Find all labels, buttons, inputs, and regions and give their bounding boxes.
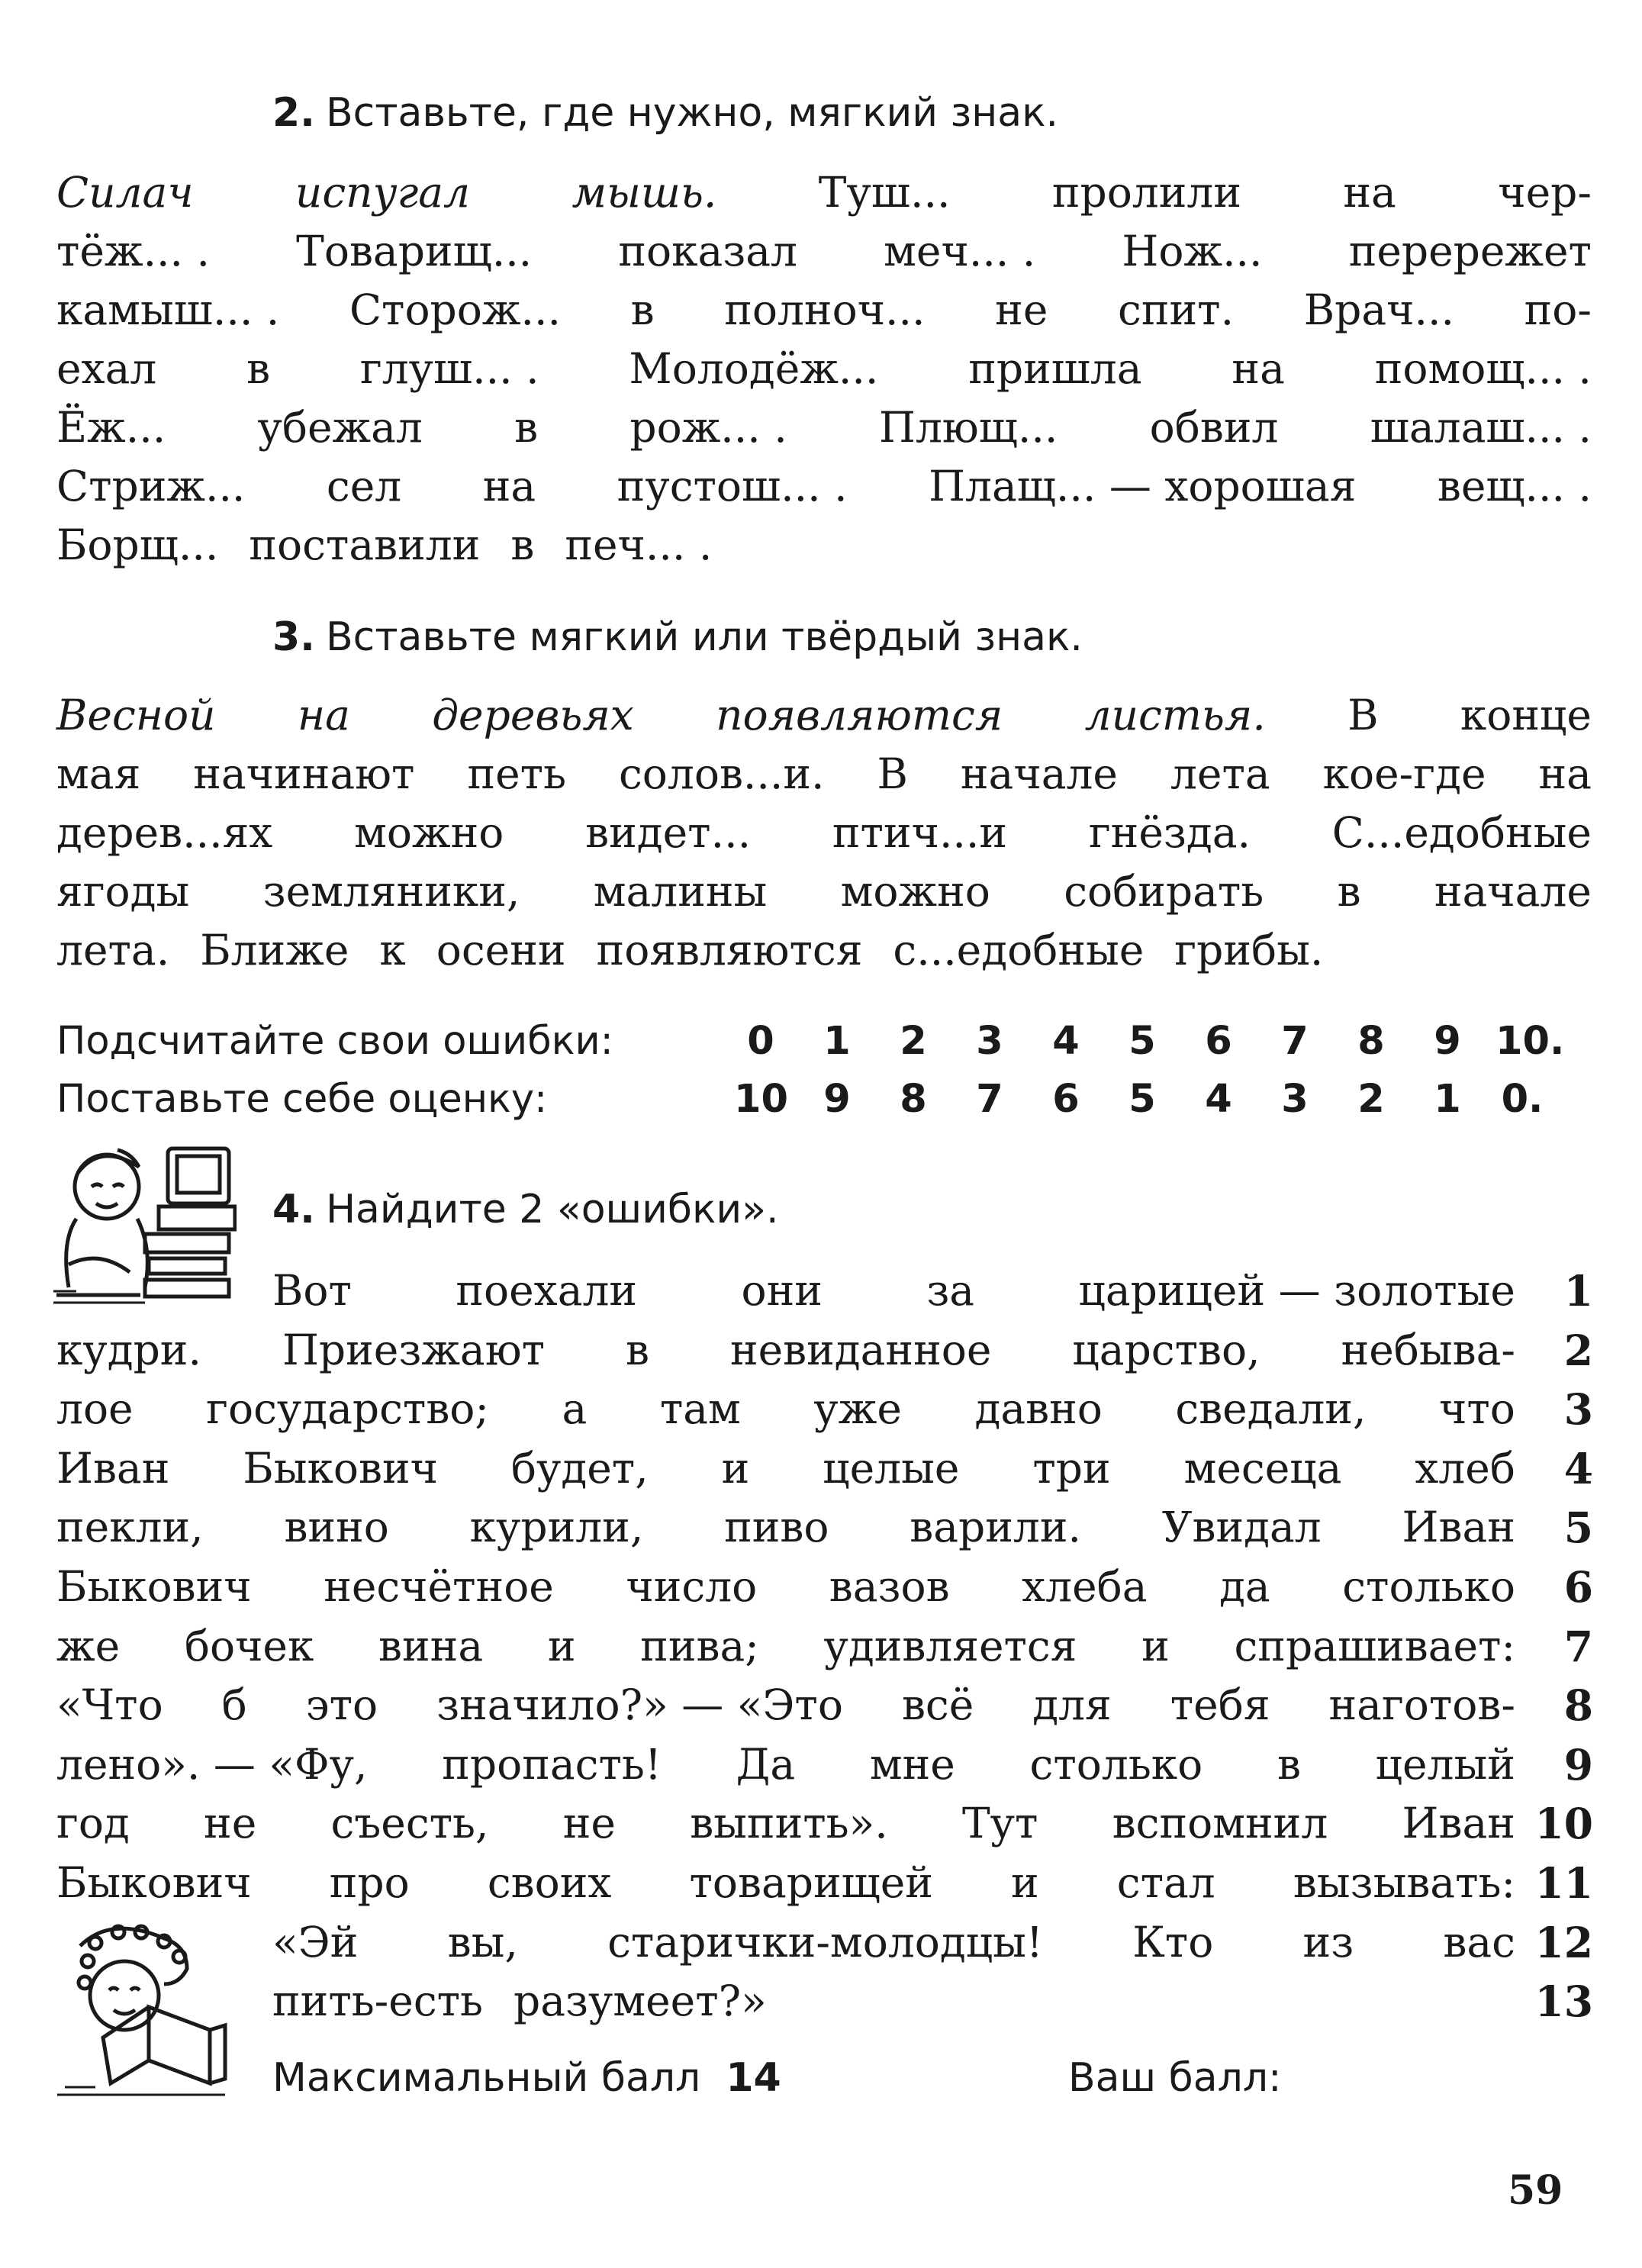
word: хлеб: [1415, 1443, 1515, 1493]
word: три: [1032, 1443, 1111, 1493]
word: число: [626, 1561, 758, 1611]
text-line: [272, 1972, 1515, 2031]
word: Тут: [961, 1799, 1038, 1848]
word: глуш... .: [359, 344, 539, 393]
line-number: 10: [1534, 1799, 1593, 1849]
error-count-number: 3: [976, 1019, 1003, 1064]
word: меч... .: [884, 227, 1036, 275]
word: невиданное: [729, 1325, 992, 1374]
word: значило?» — «Это: [436, 1680, 843, 1730]
word: полноч...: [724, 285, 926, 334]
word: столько: [1029, 1739, 1203, 1789]
error-count-number: 0: [747, 1019, 774, 1064]
word: государство;: [206, 1384, 489, 1434]
max-score-value: 14: [726, 2055, 781, 2101]
line-number: 1: [1563, 1266, 1593, 1316]
errors-label: Подсчитайте свои ошибки:: [56, 1019, 613, 1064]
task-2-heading: [272, 90, 1058, 136]
word: конце: [1460, 691, 1592, 739]
word: и: [1011, 1857, 1039, 1907]
word: месеца: [1183, 1443, 1342, 1493]
text-line: [56, 1498, 1515, 1558]
text-line: [56, 1794, 1515, 1854]
word: кудри.: [56, 1325, 201, 1374]
word: Быкович: [56, 1561, 252, 1611]
word: Нож...: [1122, 227, 1263, 275]
word: на: [1538, 749, 1592, 798]
text-line: [56, 1617, 1515, 1677]
text-line: [272, 1261, 1515, 1321]
error-count-number: 1: [823, 1019, 851, 1064]
word: шалаш... .: [1370, 403, 1592, 452]
task-3-heading: [272, 614, 1083, 660]
word: сведали,: [1175, 1384, 1367, 1434]
word: ягоды: [56, 867, 190, 916]
word: Быкович: [56, 1857, 252, 1907]
word: Вот: [272, 1266, 352, 1315]
word: Иван: [1402, 1799, 1515, 1848]
word: своих: [487, 1857, 612, 1907]
word: птич...и: [832, 808, 1008, 857]
word: чер-: [1498, 168, 1592, 217]
word: Борщ...: [56, 520, 219, 569]
text-line: [56, 1676, 1515, 1735]
error-count-number: 5: [1128, 1019, 1156, 1064]
word: пиво: [724, 1503, 829, 1552]
error-count-number: 4: [1052, 1019, 1080, 1064]
grade-label: Поставьте себе оценку:: [56, 1077, 548, 1122]
grade-number: 7: [976, 1077, 1003, 1122]
line-number: 2: [1563, 1325, 1593, 1375]
word: петь: [467, 749, 567, 798]
word: вспомнил: [1112, 1799, 1328, 1848]
word: за: [926, 1266, 975, 1315]
word: вас: [1443, 1917, 1515, 1967]
word: всё: [901, 1680, 974, 1730]
word: Сторож...: [349, 285, 561, 334]
errors-count-row: [56, 1013, 1590, 1071]
word: в: [630, 285, 655, 334]
word: пить-есть: [272, 1976, 483, 2026]
word: в: [514, 403, 539, 452]
word: Ёж...: [56, 403, 166, 452]
word: лета: [1170, 749, 1270, 798]
text-line: [56, 1439, 1515, 1499]
grade-number: 5: [1128, 1077, 1156, 1122]
grade-row: [56, 1071, 1590, 1129]
grade-number: 2: [1357, 1077, 1385, 1122]
word: Приезжают: [282, 1325, 546, 1374]
word: грибы.: [1174, 926, 1324, 975]
word: тёж... .: [56, 227, 210, 275]
word: тебя: [1170, 1680, 1270, 1730]
task-2-title: Вставьте, где нужно, мягкий знак.: [325, 90, 1059, 136]
text-line: [56, 398, 1592, 457]
word: удивляется: [823, 1621, 1077, 1670]
word: Товарищ...: [296, 227, 533, 275]
word: Плющ...: [879, 403, 1058, 452]
word: что: [1439, 1384, 1515, 1434]
word: не: [562, 1799, 616, 1848]
text-line: [56, 804, 1592, 862]
text-line: [56, 457, 1592, 516]
word: столько: [1342, 1561, 1515, 1611]
word: Стриж...: [56, 462, 246, 511]
word: там: [659, 1384, 741, 1434]
word: пропасть!: [442, 1739, 662, 1789]
grade-number: 6: [1052, 1077, 1080, 1122]
word: Иван: [1402, 1503, 1515, 1552]
word: с...едобные: [893, 926, 1145, 975]
word: Весной: [56, 691, 216, 739]
text-line: [56, 1558, 1515, 1617]
line-number: 4: [1563, 1443, 1593, 1493]
word: в: [626, 1325, 649, 1374]
line-number: 9: [1563, 1739, 1593, 1790]
text-line: [56, 686, 1592, 745]
word: мне: [869, 1739, 955, 1789]
word: это: [305, 1680, 378, 1730]
word: С...едобные: [1331, 808, 1592, 857]
word: появляются: [596, 926, 863, 975]
word: про: [329, 1857, 410, 1907]
word: в: [510, 520, 535, 569]
word: давно: [974, 1384, 1103, 1434]
word: обвил: [1149, 403, 1279, 452]
text-line: [56, 1380, 1515, 1439]
word: Врач...: [1303, 285, 1454, 334]
word: пролили: [1051, 168, 1241, 217]
word: начале: [960, 749, 1118, 798]
word: пива;: [640, 1621, 759, 1670]
word: целые: [823, 1443, 960, 1493]
word: стал: [1116, 1857, 1215, 1907]
word: курили,: [469, 1503, 644, 1552]
word: же: [56, 1621, 121, 1670]
error-count-number: 2: [900, 1019, 927, 1064]
word: не: [204, 1799, 257, 1848]
word: на: [1343, 168, 1396, 217]
text-line: [56, 281, 1592, 340]
line-number: 12: [1534, 1917, 1593, 1967]
word: и: [547, 1621, 576, 1670]
word: бочек: [184, 1621, 314, 1670]
word: уже: [813, 1384, 902, 1434]
task-3-number: 3.: [272, 614, 315, 660]
word: целый: [1375, 1739, 1515, 1789]
text-line: [56, 222, 1592, 281]
word: по-: [1524, 285, 1592, 334]
girl-reading-illustration: [57, 1915, 233, 2102]
word: лета.: [56, 926, 170, 975]
word: будет,: [510, 1443, 649, 1493]
task-3-text: [56, 686, 1592, 980]
word: показал: [618, 227, 797, 275]
word: В: [877, 749, 908, 798]
grade-number: 1: [1434, 1077, 1461, 1122]
error-count-number: 10.: [1496, 1019, 1565, 1064]
word: земляники,: [262, 867, 520, 916]
word: а: [562, 1384, 588, 1434]
word: ехал: [56, 344, 157, 393]
word: собирать: [1064, 867, 1264, 916]
word: хлеба: [1022, 1561, 1148, 1611]
word: «Что: [56, 1680, 163, 1730]
word: испугал: [295, 168, 471, 217]
error-count-number: 9: [1434, 1019, 1461, 1064]
word: вино: [284, 1503, 389, 1552]
grade-number: 3: [1281, 1077, 1309, 1122]
word: Туш...: [818, 168, 951, 217]
word: поехали: [456, 1266, 638, 1315]
max-score-label: Максимальный балл: [272, 2055, 701, 2101]
word: выпить».: [690, 1799, 888, 1848]
word: и: [1141, 1621, 1170, 1670]
word: съесть,: [330, 1799, 489, 1848]
word: не: [995, 285, 1048, 334]
your-score-label: Ваш балл:: [1068, 2055, 1282, 2101]
word: для: [1032, 1680, 1112, 1730]
word: небыва-: [1341, 1325, 1515, 1374]
word: камыш... .: [56, 285, 280, 334]
grade-number: 4: [1205, 1077, 1232, 1122]
word: спрашивает:: [1234, 1621, 1515, 1670]
word: вызывать:: [1293, 1857, 1515, 1907]
word: лено». — «Фу,: [56, 1739, 368, 1789]
word: да: [1219, 1561, 1270, 1611]
word: товарищей: [689, 1857, 933, 1907]
word: спит.: [1118, 285, 1235, 334]
word: гнёзда.: [1088, 808, 1251, 857]
word: Иван: [56, 1443, 170, 1493]
error-count-number: 6: [1205, 1019, 1232, 1064]
line-number: 3: [1563, 1384, 1593, 1435]
max-score: [272, 2051, 781, 2105]
word: царство,: [1072, 1325, 1260, 1374]
word: на: [482, 462, 536, 511]
task-4-number: 4.: [272, 1187, 315, 1232]
word: год: [56, 1799, 130, 1848]
word: пришла: [968, 344, 1142, 393]
word: малины: [593, 867, 768, 916]
word: листья.: [1084, 691, 1266, 739]
text-line: [56, 1854, 1515, 1913]
word: вещ... .: [1437, 462, 1592, 511]
word: в: [246, 344, 271, 393]
text-line: [56, 1735, 1515, 1795]
word: на: [1232, 344, 1285, 393]
page-number: 59: [1508, 2167, 1563, 2214]
word: пустош... .: [617, 462, 848, 511]
error-count-number: 8: [1357, 1019, 1385, 1064]
word: дерев...ях: [56, 808, 273, 857]
word: из: [1302, 1917, 1354, 1967]
text-line: [56, 862, 1592, 921]
grade-number: 0.: [1501, 1077, 1544, 1122]
word: наготов-: [1328, 1680, 1515, 1730]
task-4-text: [56, 1261, 1515, 2031]
word: Плащ... — хорошая: [929, 462, 1357, 511]
word: помощ... .: [1374, 344, 1592, 393]
word: варили.: [910, 1503, 1081, 1552]
word: на: [297, 691, 350, 739]
word: они: [741, 1266, 823, 1315]
word: Молодёж...: [629, 344, 879, 393]
word: видет...: [585, 808, 752, 857]
line-number: 6: [1563, 1561, 1593, 1612]
line-number: 7: [1563, 1621, 1593, 1671]
word: начинают: [193, 749, 415, 798]
word: «Эй: [272, 1917, 359, 1967]
word: разумеет?»: [514, 1976, 767, 2026]
word: появляются: [716, 691, 1003, 739]
task-3-title: Вставьте мягкий или твёрдый знак.: [325, 614, 1083, 660]
word: мая: [56, 749, 141, 798]
your-score: [1068, 2051, 1282, 2105]
word: вина: [378, 1621, 484, 1670]
word: можно: [354, 808, 504, 857]
grade-number: 10: [734, 1077, 788, 1122]
word: поставили: [249, 520, 481, 569]
word: в: [1337, 867, 1361, 916]
word: деревьях: [432, 691, 634, 739]
word: вазов: [829, 1561, 950, 1611]
word: лое: [56, 1384, 134, 1434]
line-number: 8: [1563, 1680, 1593, 1731]
word: печ... .: [565, 520, 713, 569]
grade-number: 8: [900, 1077, 927, 1122]
word: б: [221, 1680, 247, 1730]
grade-number: 9: [823, 1077, 851, 1122]
word: царицей — золотые: [1078, 1266, 1515, 1315]
word: кое-где: [1322, 749, 1486, 798]
word: Увидал: [1161, 1503, 1322, 1552]
word: солов...и.: [619, 749, 825, 798]
word: к: [379, 926, 406, 975]
word: мышь.: [571, 168, 717, 217]
word: начале: [1434, 867, 1592, 916]
word: Кто: [1132, 1917, 1214, 1967]
word: несчётное: [324, 1561, 554, 1611]
word: Да: [736, 1739, 796, 1789]
text-line: [56, 340, 1592, 398]
line-number: 13: [1534, 1976, 1593, 2027]
text-line: [56, 921, 1592, 980]
task-2-text: [56, 163, 1592, 575]
word: вы,: [447, 1917, 518, 1967]
word: В: [1347, 691, 1379, 739]
text-line: [272, 1913, 1515, 1973]
task-4-title: Найдите 2 «ошибки».: [325, 1187, 779, 1232]
task-2-number: 2.: [272, 90, 315, 136]
line-number: 11: [1534, 1857, 1593, 1908]
task-4-heading: [272, 1187, 779, 1232]
word: рож... .: [629, 403, 787, 452]
text-line: [56, 163, 1592, 222]
text-line: [56, 516, 1592, 575]
word: убежал: [257, 403, 423, 452]
word: Ближе: [200, 926, 349, 975]
word: Силач: [56, 168, 194, 217]
error-count-number: 7: [1281, 1019, 1309, 1064]
line-number: 5: [1563, 1503, 1593, 1553]
word: пекли,: [56, 1503, 204, 1552]
word: осени: [436, 926, 566, 975]
word: старички-молодцы!: [607, 1917, 1043, 1967]
word: в: [1277, 1739, 1301, 1789]
word: и: [721, 1443, 750, 1493]
word: Быкович: [243, 1443, 438, 1493]
word: можно: [840, 867, 990, 916]
word: перережет: [1348, 227, 1592, 275]
word: сел: [326, 462, 402, 511]
line-numbers: [1532, 1261, 1593, 2031]
text-line: [56, 1321, 1515, 1380]
text-line: [56, 745, 1592, 804]
